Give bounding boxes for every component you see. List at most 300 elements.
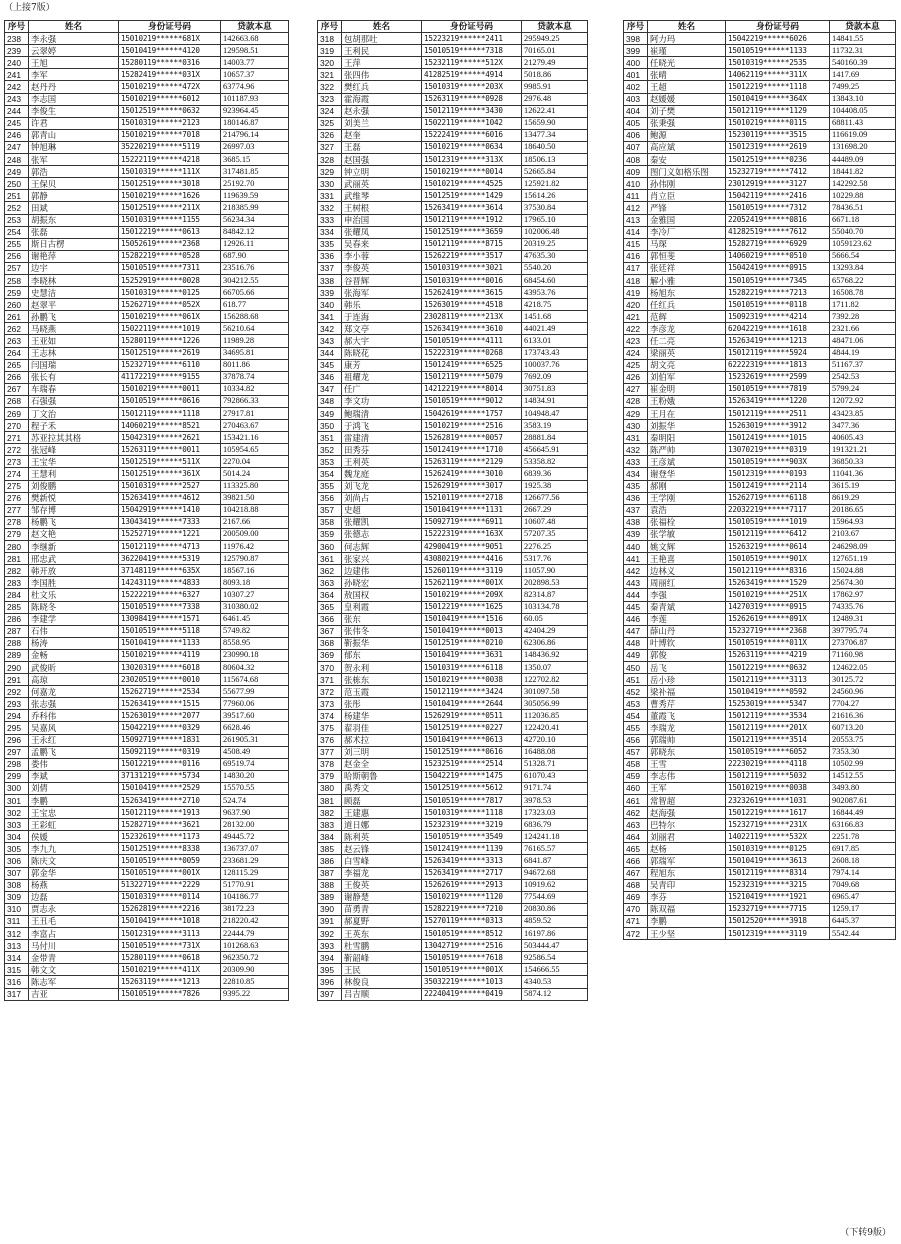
row-seq: 325 — [318, 117, 342, 129]
table-row — [5, 795, 289, 807]
table-header-row — [5, 21, 289, 33]
loan-amount: 191321.21 — [830, 444, 896, 456]
loan-amount: 15570.55 — [221, 782, 289, 794]
loan-amount: 14512.55 — [830, 770, 896, 782]
id-card-number: 15010219******0014 — [422, 166, 522, 178]
loan-amount: 5799.24 — [830, 383, 896, 395]
loan-amount: 10229.88 — [830, 190, 896, 202]
loan-amount: 103134.78 — [522, 601, 588, 613]
loan-amount: 12622.41 — [522, 105, 588, 117]
table-row — [5, 601, 289, 613]
row-seq: 447 — [624, 625, 648, 637]
id-card-number: 15262719******6118 — [726, 492, 830, 504]
id-card-number: 15012520******3918 — [726, 915, 830, 927]
row-seq: 240 — [5, 57, 29, 69]
borrower-name: 云翠婷 — [29, 45, 119, 57]
loan-amount: 5014.24 — [221, 468, 289, 480]
loan-amount: 10307.27 — [221, 589, 289, 601]
loan-amount: 27917.81 — [221, 408, 289, 420]
loan-amount: 233681.29 — [221, 855, 289, 867]
loan-amount: 1417.69 — [830, 69, 896, 81]
borrower-name: 陈晓花 — [342, 347, 422, 359]
loan-amount: 1259.17 — [830, 903, 896, 915]
row-seq: 283 — [5, 577, 29, 589]
id-card-number: 15042219******0329 — [119, 722, 221, 734]
borrower-name: 李志伟 — [648, 770, 726, 782]
borrower-name: 钟旭琳 — [29, 141, 119, 153]
row-seq: 423 — [624, 335, 648, 347]
row-seq: 388 — [318, 879, 342, 891]
loan-amount: 12072.92 — [830, 395, 896, 407]
row-seq: 263 — [5, 335, 29, 347]
borrower-name: 郭俊 — [648, 649, 726, 661]
id-card-number: 15012119******5032 — [726, 770, 830, 782]
table-row — [318, 432, 588, 444]
loan-amount: 2167.66 — [221, 516, 289, 528]
loan-amount: 56234.34 — [221, 214, 289, 226]
row-seq: 297 — [5, 746, 29, 758]
loan-amount: 20309.90 — [221, 964, 289, 976]
id-card-number: 15010319******0114 — [119, 891, 221, 903]
table-row — [5, 831, 289, 843]
id-card-number: 41172219******9155 — [119, 371, 221, 383]
id-card-number: 15012519******511X — [119, 456, 221, 468]
row-seq: 288 — [5, 637, 29, 649]
table-row — [5, 577, 289, 589]
borrower-name: 田斌 — [29, 202, 119, 214]
row-seq: 418 — [624, 274, 648, 286]
table-row — [624, 335, 896, 347]
id-card-number: 15010219******7018 — [119, 129, 221, 141]
table-row — [5, 589, 289, 601]
borrower-name: 刘尚占 — [342, 492, 422, 504]
row-seq: 328 — [318, 154, 342, 166]
id-card-number: 15012219******0632 — [726, 661, 830, 673]
loan-amount: 21616.36 — [830, 710, 896, 722]
id-card-number: 15010219******1120 — [422, 891, 522, 903]
id-card-number: 36220419******5319 — [119, 553, 221, 565]
row-seq: 377 — [318, 746, 342, 758]
loan-amount: 792866.33 — [221, 395, 289, 407]
borrower-name: 姚文辉 — [648, 541, 726, 553]
row-seq: 294 — [5, 710, 29, 722]
id-card-number: 15263419******1213 — [726, 335, 830, 347]
loan-amount: 148436.92 — [522, 649, 588, 661]
row-seq: 399 — [624, 45, 648, 57]
loan-amount: 2667.29 — [522, 504, 588, 516]
table-row — [318, 758, 588, 770]
loan-amount: 7692.09 — [522, 371, 588, 383]
loan-amount: 30125.72 — [830, 674, 896, 686]
table-row — [624, 93, 896, 105]
loan-amount: 6917.85 — [830, 843, 896, 855]
borrower-name: 翟羽佳 — [342, 722, 422, 734]
borrower-name: 李福龙 — [342, 867, 422, 879]
loan-amount: 20319.25 — [522, 238, 588, 250]
borrower-name: 郝夏野 — [342, 915, 422, 927]
table-row — [624, 432, 896, 444]
id-card-number: 15010519******7311 — [119, 262, 221, 274]
borrower-name: 郭瑞军 — [648, 855, 726, 867]
row-seq: 338 — [318, 274, 342, 286]
id-card-number: 15222319******163X — [422, 528, 522, 540]
borrower-name: 祖耀龙 — [342, 371, 422, 383]
loan-amount: 63774.96 — [221, 81, 289, 93]
loan-amount: 119639.59 — [221, 190, 289, 202]
loan-amount: 1711.82 — [830, 299, 896, 311]
id-card-number: 13042719******2516 — [422, 940, 522, 952]
loan-amount: 61070.43 — [522, 770, 588, 782]
row-seq: 439 — [624, 528, 648, 540]
row-seq: 434 — [624, 468, 648, 480]
row-seq: 384 — [318, 831, 342, 843]
table-row — [624, 577, 896, 589]
borrower-name: 王永红 — [29, 734, 119, 746]
row-seq: 469 — [624, 891, 648, 903]
row-seq: 344 — [318, 347, 342, 359]
row-seq: 359 — [318, 528, 342, 540]
loan-amount: 126677.56 — [522, 492, 588, 504]
borrower-name: 张秉强 — [648, 117, 726, 129]
id-card-number: 15210119******2718 — [422, 492, 522, 504]
table-row — [624, 323, 896, 335]
table-row — [624, 686, 896, 698]
borrower-name: 谷晋辉 — [342, 274, 422, 286]
table-row — [5, 758, 289, 770]
table-row — [624, 250, 896, 262]
table-row — [5, 613, 289, 625]
table-row — [624, 915, 896, 927]
borrower-name: 程子禾 — [29, 420, 119, 432]
loan-amount: 129598.51 — [221, 45, 289, 57]
borrower-name: 王俊英 — [342, 879, 422, 891]
borrower-name: 李俊生 — [29, 105, 119, 117]
id-card-number: 15010519******7817 — [422, 795, 522, 807]
loan-amount: 18506.13 — [522, 154, 588, 166]
loan-amount: 9171.74 — [522, 782, 588, 794]
loan-amount: 3615.19 — [830, 480, 896, 492]
row-seq: 357 — [318, 504, 342, 516]
table-row — [624, 45, 896, 57]
loan-amount: 36850.33 — [830, 456, 896, 468]
table-row — [624, 649, 896, 661]
row-seq: 239 — [5, 45, 29, 57]
id-card-number: 15012119******3113 — [726, 674, 830, 686]
table-row — [318, 480, 588, 492]
borrower-name: 张长有 — [29, 371, 119, 383]
loan-amount: 101187.93 — [221, 93, 289, 105]
row-seq: 259 — [5, 287, 29, 299]
table-row — [5, 383, 289, 395]
id-card-number: 15010219******4525 — [422, 178, 522, 190]
table-row — [318, 746, 588, 758]
borrower-name: 钟立明 — [342, 166, 422, 178]
row-seq: 398 — [624, 33, 648, 45]
borrower-name: 李志国 — [29, 93, 119, 105]
loan-amount: 11989.28 — [221, 335, 289, 347]
row-seq: 435 — [624, 480, 648, 492]
borrower-name: 石伟 — [29, 625, 119, 637]
id-card-number: 15012519******0236 — [726, 154, 830, 166]
borrower-name: 许君 — [29, 117, 119, 129]
row-seq: 300 — [5, 782, 29, 794]
borrower-name: 张家兴 — [342, 553, 422, 565]
borrower-name: 严锋 — [648, 202, 726, 214]
id-card-number: 15010319******0125 — [119, 287, 221, 299]
id-card-number: 15010419******364X — [726, 93, 830, 105]
id-card-number: 15010519******6052 — [726, 746, 830, 758]
id-card-number: 14022119******532X — [726, 831, 830, 843]
loan-amount: 37878.74 — [221, 371, 289, 383]
table-row — [5, 287, 289, 299]
id-card-number: 15010419******1516 — [422, 613, 522, 625]
id-card-number: 15260119******3119 — [422, 565, 522, 577]
loan-amount: 104186.77 — [221, 891, 289, 903]
id-card-number: 15010519******731X — [119, 940, 221, 952]
table-row — [318, 831, 588, 843]
id-card-number: 15012119******8316 — [726, 565, 830, 577]
loan-amount: 202898.53 — [522, 577, 588, 589]
borrower-name: 谢静楚 — [342, 891, 422, 903]
row-seq: 420 — [624, 299, 648, 311]
loan-amount: 6671.18 — [830, 214, 896, 226]
loan-amount: 3477.36 — [830, 420, 896, 432]
borrower-name: 崔瑾 — [648, 45, 726, 57]
table-row — [318, 468, 588, 480]
id-card-number: 15010319******3021 — [422, 262, 522, 274]
loan-amount: 13477.34 — [522, 129, 588, 141]
row-seq: 355 — [318, 480, 342, 492]
row-seq: 405 — [624, 117, 648, 129]
row-seq: 454 — [624, 710, 648, 722]
row-seq: 358 — [318, 516, 342, 528]
loan-amount: 56210.64 — [221, 323, 289, 335]
borrower-name: 叶博钦 — [648, 637, 726, 649]
loan-amount: 304212.55 — [221, 274, 289, 286]
borrower-name: 吉亚 — [29, 988, 119, 1000]
table-row — [318, 444, 588, 456]
borrower-name: 白雪峰 — [342, 855, 422, 867]
borrower-name: 刘俊鹏 — [29, 480, 119, 492]
row-seq: 327 — [318, 141, 342, 153]
borrower-name: 郭静 — [29, 190, 119, 202]
loan-amount: 71160.98 — [830, 649, 896, 661]
row-seq: 466 — [624, 855, 648, 867]
loan-amount: 68811.43 — [830, 117, 896, 129]
loan-amount: 25674.30 — [830, 577, 896, 589]
row-seq: 390 — [318, 903, 342, 915]
row-seq: 275 — [5, 480, 29, 492]
borrower-name: 边建伟 — [342, 565, 422, 577]
table-row — [318, 323, 588, 335]
row-seq: 417 — [624, 262, 648, 274]
id-card-number: 15263419******3614 — [422, 202, 522, 214]
borrower-name: 王月在 — [648, 408, 726, 420]
table-row — [318, 855, 588, 867]
table-row — [5, 359, 289, 371]
row-seq: 272 — [5, 444, 29, 456]
row-seq: 312 — [5, 928, 29, 940]
table-row — [5, 710, 289, 722]
loan-amount: 78436.51 — [830, 202, 896, 214]
row-seq: 238 — [5, 33, 29, 45]
borrower-name: 秦安 — [648, 154, 726, 166]
loan-amount: 6839.36 — [522, 468, 588, 480]
table-row — [5, 879, 289, 891]
row-seq: 458 — [624, 758, 648, 770]
table-row — [5, 141, 289, 153]
row-seq: 432 — [624, 444, 648, 456]
row-seq: 345 — [318, 359, 342, 371]
loan-amount: 310380.02 — [221, 601, 289, 613]
row-seq: 248 — [5, 154, 29, 166]
row-seq: 260 — [5, 299, 29, 311]
table-row — [5, 988, 289, 1000]
id-card-number: 15010519******8512 — [422, 928, 522, 940]
table-row — [624, 117, 896, 129]
id-card-number: 15010219******2516 — [422, 420, 522, 432]
table-row — [5, 843, 289, 855]
row-seq: 244 — [5, 105, 29, 117]
row-seq: 430 — [624, 420, 648, 432]
id-card-number: 15010519******901X — [726, 553, 830, 565]
id-card-number: 15263119******0011 — [119, 444, 221, 456]
row-seq: 452 — [624, 686, 648, 698]
table-row — [318, 843, 588, 855]
borrower-name: 娄伟 — [29, 758, 119, 770]
row-seq: 347 — [318, 383, 342, 395]
table-row — [624, 795, 896, 807]
borrower-name: 刘三明 — [342, 746, 422, 758]
table-row — [5, 940, 289, 952]
loan-amount: 261905.31 — [221, 734, 289, 746]
row-seq: 333 — [318, 214, 342, 226]
id-card-number: 15012519******211X — [119, 202, 221, 214]
loan-amount: 200509.00 — [221, 528, 289, 540]
borrower-name: 陈利英 — [342, 831, 422, 843]
id-card-number: 15012219******1617 — [726, 807, 830, 819]
id-card-number: 15232319******3219 — [422, 819, 522, 831]
table-row — [318, 178, 588, 190]
borrower-name: 张栋东 — [342, 674, 422, 686]
row-seq: 382 — [318, 807, 342, 819]
table-row — [624, 69, 896, 81]
borrower-name: 李鹏 — [648, 915, 726, 927]
id-card-number: 15222319******0268 — [422, 347, 522, 359]
borrower-name: 李晓林 — [29, 274, 119, 286]
table-row — [318, 770, 588, 782]
row-seq: 348 — [318, 395, 342, 407]
id-card-number: 15042619******1757 — [422, 408, 522, 420]
borrower-name: 马付川 — [29, 940, 119, 952]
table-row — [5, 178, 289, 190]
id-card-number: 15010219******0634 — [422, 141, 522, 153]
table-row — [318, 238, 588, 250]
row-seq: 366 — [318, 613, 342, 625]
loan-amount: 16197.86 — [522, 928, 588, 940]
borrower-name: 吕吉顺 — [342, 988, 422, 1000]
id-card-number: 14270319******0915 — [726, 601, 830, 613]
table-row — [5, 855, 289, 867]
borrower-name: 杨涛 — [29, 637, 119, 649]
row-seq: 468 — [624, 879, 648, 891]
table-row — [5, 504, 289, 516]
id-card-number: 51322719******2229 — [119, 879, 221, 891]
table-row — [318, 686, 588, 698]
borrower-name: 杜文乐 — [29, 589, 119, 601]
borrower-name: 刘丽君 — [648, 831, 726, 843]
table-row — [5, 250, 289, 262]
row-seq: 350 — [318, 420, 342, 432]
borrower-name: 闫国瑞 — [29, 359, 119, 371]
borrower-name: 韩文文 — [29, 964, 119, 976]
table-row — [318, 395, 588, 407]
row-seq: 305 — [5, 843, 29, 855]
table-row — [624, 371, 896, 383]
id-card-number: 15042219******1475 — [422, 770, 522, 782]
loan-amount: 9637.90 — [221, 807, 289, 819]
row-seq: 460 — [624, 782, 648, 794]
loan-amount: 28132.00 — [221, 819, 289, 831]
row-seq: 412 — [624, 202, 648, 214]
id-card-number: 15042419******0915 — [726, 262, 830, 274]
row-seq: 320 — [318, 57, 342, 69]
row-seq: 415 — [624, 238, 648, 250]
borrower-name: 赵国强 — [342, 154, 422, 166]
loan-amount: 42720.10 — [522, 734, 588, 746]
table-row — [624, 383, 896, 395]
loan-amount: 2276.25 — [522, 541, 588, 553]
loan-amount: 20553.75 — [830, 734, 896, 746]
row-seq: 326 — [318, 129, 342, 141]
id-card-number: 15012119******1912 — [422, 214, 522, 226]
table-row — [5, 456, 289, 468]
continued-from-note: （上接7版） — [4, 3, 55, 13]
id-card-number: 15010519******9012 — [422, 395, 522, 407]
row-seq: 269 — [5, 408, 29, 420]
id-card-number: 15262819******0057 — [422, 432, 522, 444]
table-row — [5, 274, 289, 286]
table-row — [5, 238, 289, 250]
borrower-name: 王丑毛 — [29, 915, 119, 927]
borrower-name: 杨鹏飞 — [29, 516, 119, 528]
loan-amount: 10919.62 — [522, 879, 588, 891]
table-row — [5, 891, 289, 903]
loan-table — [623, 20, 896, 940]
header-name: 姓名 — [648, 21, 726, 33]
id-card-number: 15263419******1515 — [119, 698, 221, 710]
id-card-number: 15012419******1139 — [422, 843, 522, 855]
borrower-name: 张彤 — [342, 698, 422, 710]
id-card-number: 14060219******0510 — [726, 250, 830, 262]
table-row — [318, 819, 588, 831]
table-row — [5, 166, 289, 178]
row-seq: 379 — [318, 770, 342, 782]
row-seq: 314 — [5, 952, 29, 964]
row-seq: 286 — [5, 613, 29, 625]
borrower-name: 吴春来 — [342, 238, 422, 250]
row-seq: 428 — [624, 395, 648, 407]
loan-amount: 62306.86 — [522, 637, 588, 649]
row-seq: 308 — [5, 879, 29, 891]
row-seq: 290 — [5, 661, 29, 673]
row-seq: 462 — [624, 807, 648, 819]
row-seq: 411 — [624, 190, 648, 202]
loan-amount: 77960.06 — [221, 698, 289, 710]
id-card-number: 15010419******3613 — [726, 855, 830, 867]
id-card-number: 15010519******903X — [726, 456, 830, 468]
id-card-number: 15012119******5079 — [422, 371, 522, 383]
